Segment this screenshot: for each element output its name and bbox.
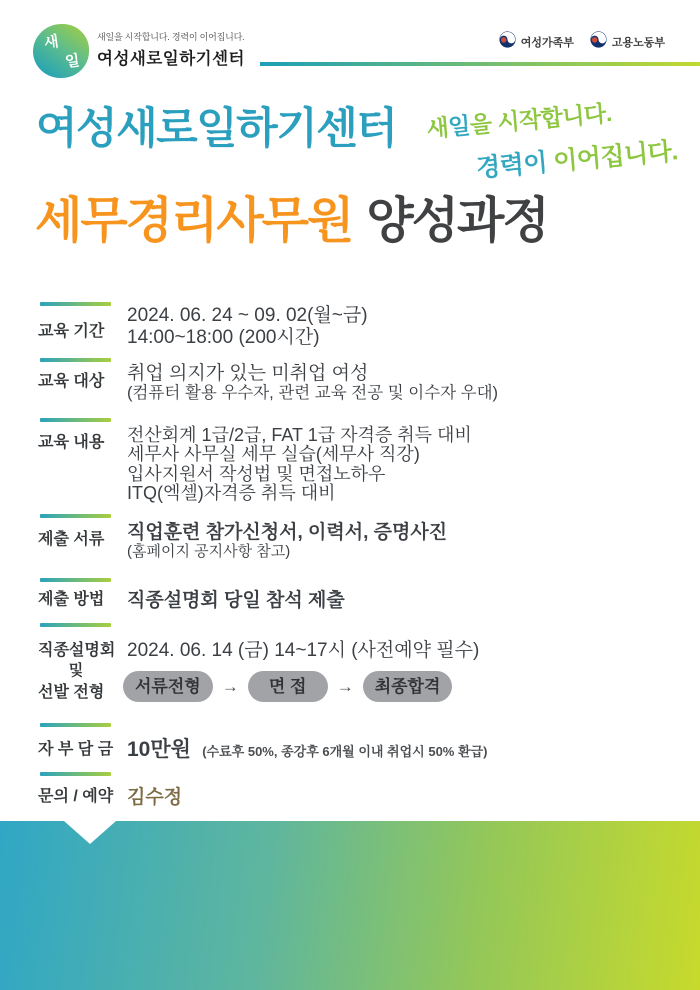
course-title-rest: 양성과정 — [366, 194, 548, 248]
row-accent-line — [40, 723, 111, 727]
ministry-employment-labor — [590, 31, 665, 53]
saeil-logo — [33, 24, 89, 78]
row-accent-line — [40, 772, 111, 776]
saeil-logo-char-1: 새 — [43, 33, 60, 52]
slogan-segment: 새 — [425, 114, 450, 142]
step-interview: 면 접 — [248, 671, 328, 702]
ministry-label: 고용노동부 — [611, 37, 665, 49]
slogan-line-2 — [475, 131, 679, 184]
row-value-fee — [127, 733, 487, 763]
documents-note: (홈페이지 공지사항 참고) — [127, 543, 291, 560]
row-label-briefing: 직종설명회 — [38, 642, 116, 659]
poster-title: 여성새로일하기센터 — [36, 105, 397, 153]
period-dates: 2024. 06. 24 ~ 09. 02(월~금) — [127, 305, 368, 326]
row-accent-line — [40, 302, 111, 306]
row-value-documents — [127, 522, 447, 560]
row-label-education-target: 교육 대상 — [38, 373, 105, 390]
ministry-label: 여성가족부 — [520, 37, 574, 49]
contact-person-name: 김수정 — [127, 787, 183, 808]
row-label-documents: 제출 서류 — [38, 531, 105, 548]
bottom-band-notch — [64, 821, 116, 844]
row-accent-line — [40, 418, 111, 422]
row-accent-line — [40, 358, 111, 362]
documents-list: 직업훈련 참가신청서, 이력서, 증명사진 — [127, 522, 448, 543]
fee-refund-note: (수료후 50%, 종강후 6개월 이내 취업시 50% 환급) — [202, 744, 488, 759]
center-name: 여성새로일하기센터 — [97, 50, 245, 68]
logo-tagline: 새일을 시작합니다. 경력이 이어집니다. — [97, 32, 245, 42]
ministry-gender-equality — [499, 31, 574, 53]
fee-amount: 10만원 — [127, 738, 191, 761]
bottom-gradient-band — [0, 821, 700, 990]
course-title-highlight: 세무경리사무원 — [35, 194, 353, 248]
row-value-education-target — [127, 363, 498, 403]
briefing-date: 2024. 06. 14 (금) 14~17시 (사전예약 필수) — [127, 640, 480, 661]
header-divider — [260, 62, 700, 66]
logo-text-block — [97, 30, 245, 69]
row-label-contact: 문의 / 예약 — [38, 788, 114, 805]
row-label-fee: 자 부 담 금 — [38, 741, 114, 758]
period-hours: 14:00~18:00 (200시간) — [127, 326, 320, 348]
handwritten-slogan — [425, 89, 679, 188]
row-label-education-period: 교육 기간 — [38, 323, 105, 340]
taegeuk-emblem-icon — [590, 31, 607, 53]
row-value-education-content — [127, 426, 472, 503]
row-value-education-period — [127, 305, 368, 348]
content-item: 세무사 사무실 세무 실습(세무사 직강) — [127, 444, 420, 465]
target-note: (컴퓨터 활용 우수자, 관련 교육 전공 및 이수자 우대) — [127, 384, 499, 402]
row-label-submission-method: 제출 방법 — [38, 591, 105, 608]
slogan-segment: 이어집니다. — [552, 137, 679, 176]
row-accent-line — [40, 623, 111, 627]
row-value-submission-method: 직종설명회 당일 참석 제출 — [127, 590, 345, 611]
slogan-segment: 일 — [447, 112, 472, 140]
row-label-briefing-and: 및 — [68, 662, 84, 679]
slogan-segment: 경력이 — [475, 148, 555, 183]
selection-steps — [123, 671, 452, 702]
slogan-segment: 을 시작합니다. — [468, 99, 613, 139]
taegeuk-emblem-icon — [499, 31, 516, 53]
ministry-logos — [499, 31, 665, 53]
course-title — [35, 182, 548, 252]
target-main: 취업 의지가 있는 미취업 여성 — [127, 363, 369, 384]
step-document-screening: 서류전형 — [123, 671, 213, 702]
arrow-right-icon: → — [221, 676, 239, 696]
content-item: 전산회계 1급/2급, FAT 1급 자격증 취득 대비 — [127, 425, 472, 445]
row-label-selection: 선발 전형 — [38, 684, 105, 701]
arrow-right-icon: → — [336, 676, 354, 696]
content-item: 입사지원서 작성법 및 면접노하우 — [127, 463, 386, 484]
row-accent-line — [40, 514, 111, 518]
row-accent-line — [40, 578, 111, 582]
row-label-education-content: 교육 내용 — [38, 434, 105, 451]
step-final-pass: 최종합격 — [363, 671, 453, 702]
saeil-logo-char-2: 일 — [63, 52, 81, 71]
content-item: ITQ(엑셀)자격증 취득 대비 — [127, 482, 336, 503]
